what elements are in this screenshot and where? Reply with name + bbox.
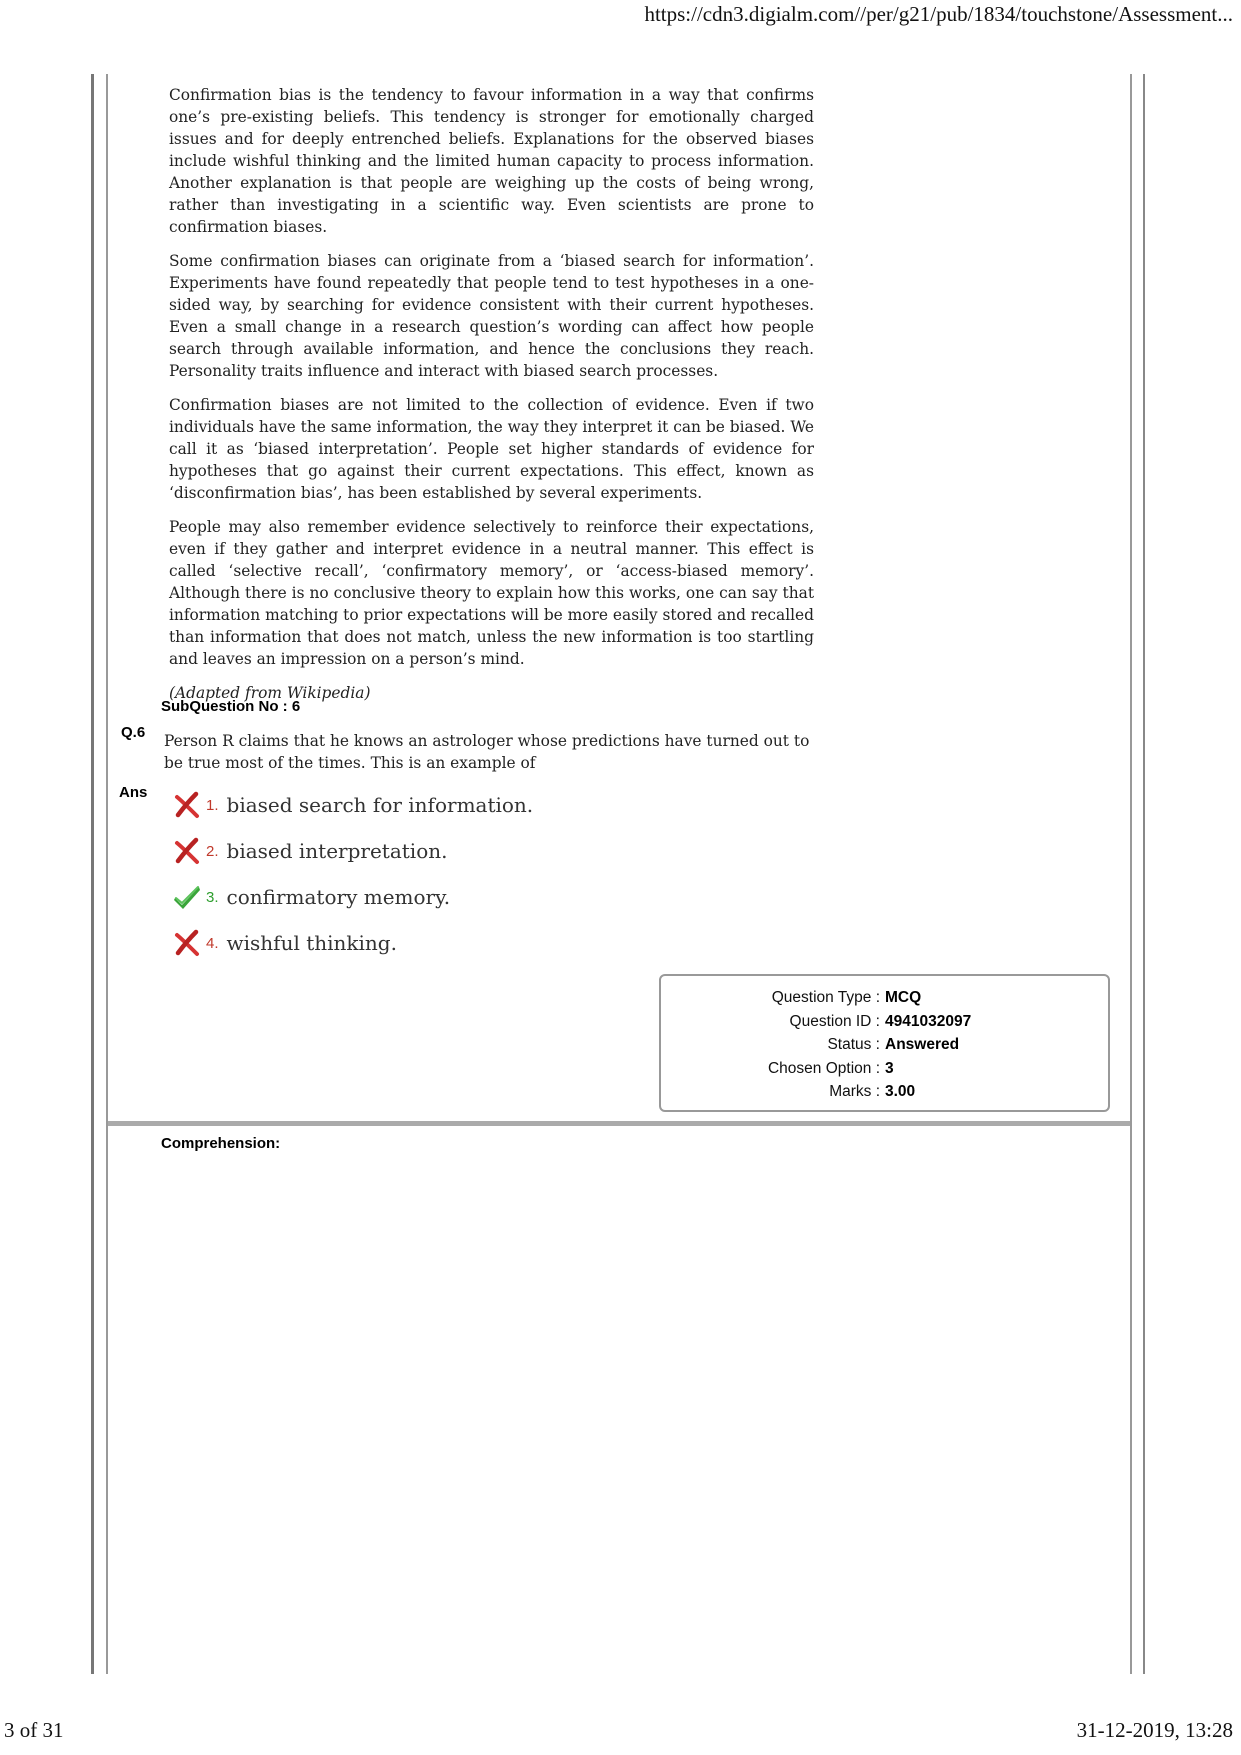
- right-border-inner: [1130, 74, 1132, 1674]
- page-url: https://cdn3.digialm.com//per/g21/pub/1834/touchstone/Assessment...: [644, 2, 1233, 26]
- option-4: [172, 920, 533, 966]
- question-text: Person R claims that he knows an astrologer whose predictions have turned out to be true most of the times. This is an example of: [164, 732, 810, 772]
- meta-marks-value: 3.00: [885, 1083, 916, 1101]
- passage-paragraph-4: People may also remember evidence selectively to reinforce their expectations, even if they gather and interpret evidence in a neutral manner. This effect is called ‘selective recall’, ‘confirmatory memory’, or ‘access-biased memory’. Although there is no conclusive theory to explain how this works, one can say that information matching to prior expectations will be more easily stored and recalled than information that does not match, unless the new information is too startling and leaves an impression on a person’s mind.: [169, 518, 814, 668]
- option-1: [172, 782, 533, 828]
- cross-icon: [172, 928, 202, 958]
- print-datetime: 31-12-2019, 13:28: [1076, 1718, 1233, 1742]
- page-counter: 3 of 31: [4, 1718, 64, 1742]
- meta-chosen-option: [661, 1057, 1108, 1081]
- option-1-text: biased search for information.: [226, 793, 534, 817]
- cross-icon: [172, 790, 202, 820]
- check-icon: [172, 882, 202, 912]
- meta-question-id-value: 4941032097: [885, 1012, 972, 1030]
- meta-chosen-option-label: Chosen Option :: [767, 1059, 880, 1077]
- option-4-number: 4.: [206, 934, 219, 952]
- meta-question-type-value: MCQ: [885, 989, 922, 1006]
- option-2: [172, 828, 533, 874]
- comprehension-passage: [169, 84, 814, 716]
- option-3-number: 3.: [206, 888, 219, 906]
- meta-question-type-label: Question Type :: [771, 989, 880, 1006]
- meta-status-label: Status :: [827, 1036, 880, 1054]
- option-3-text: confirmatory memory.: [226, 885, 451, 909]
- left-border-inner: [106, 74, 108, 1674]
- meta-status: [661, 1033, 1108, 1057]
- right-border-outer: [1143, 74, 1145, 1674]
- passage-source: (Adapted from Wikipedia): [169, 684, 371, 702]
- option-1-number: 1.: [206, 796, 219, 814]
- passage-paragraph-3: Confirmation biases are not limited to the collection of evidence. Even if two individuals have the same information, the way they interpret it can be biased. We call it as ‘biased interpretation’. People set higher standards of evidence for hypotheses that go against their current expectations. This effect, known as ‘disconfirmation bias’, has been established by several experiments.: [169, 396, 814, 502]
- passage-paragraph-1: Confirmation bias is the tendency to favour information in a way that confirms one’s pre-existing beliefs. This tendency is stronger for emotionally charged issues and for deeply entrenched beliefs. Explanations for the observed biases include wishful thinking and the limited human capacity to process information. Another explanation is that people are weighing up the costs of being wrong, rather than investigating in a scientific way. Even scientists are prone to confirmation biases.: [169, 86, 814, 236]
- meta-question-type: [661, 986, 1108, 1010]
- meta-status-value: Answered: [885, 1036, 960, 1054]
- subquestion-label: SubQuestion No : 6: [161, 698, 301, 715]
- option-2-text: biased interpretation.: [226, 839, 448, 863]
- cross-icon: [172, 836, 202, 866]
- option-2-number: 2.: [206, 842, 219, 860]
- answer-options: [172, 782, 533, 966]
- left-border-outer: [91, 74, 94, 1674]
- answer-label: Ans: [119, 784, 148, 801]
- meta-question-id: [661, 1010, 1108, 1034]
- section-divider: [108, 1121, 1130, 1126]
- passage-paragraph-2: Some confirmation biases can originate from a ‘biased search for information’. Experiments have found repeatedly that people tend to test hypotheses in a one-sided way, by searching for evidence consistent with their current hypotheses. Even a small change in a research question’s wording can affect how people search through available information, and hence the conclusions they reach. Personality traits influence and interact with biased search processes.: [169, 252, 814, 380]
- meta-chosen-option-value: 3: [885, 1059, 894, 1077]
- option-3: [172, 874, 533, 920]
- question-number: Q.6: [121, 724, 146, 741]
- option-4-text: wishful thinking.: [226, 931, 397, 955]
- comprehension-label: Comprehension:: [161, 1135, 281, 1152]
- meta-marks-label: Marks :: [829, 1083, 880, 1101]
- meta-question-id-label: Question ID :: [789, 1012, 880, 1030]
- meta-marks: [661, 1080, 1108, 1104]
- question-meta-box: [659, 974, 1110, 1112]
